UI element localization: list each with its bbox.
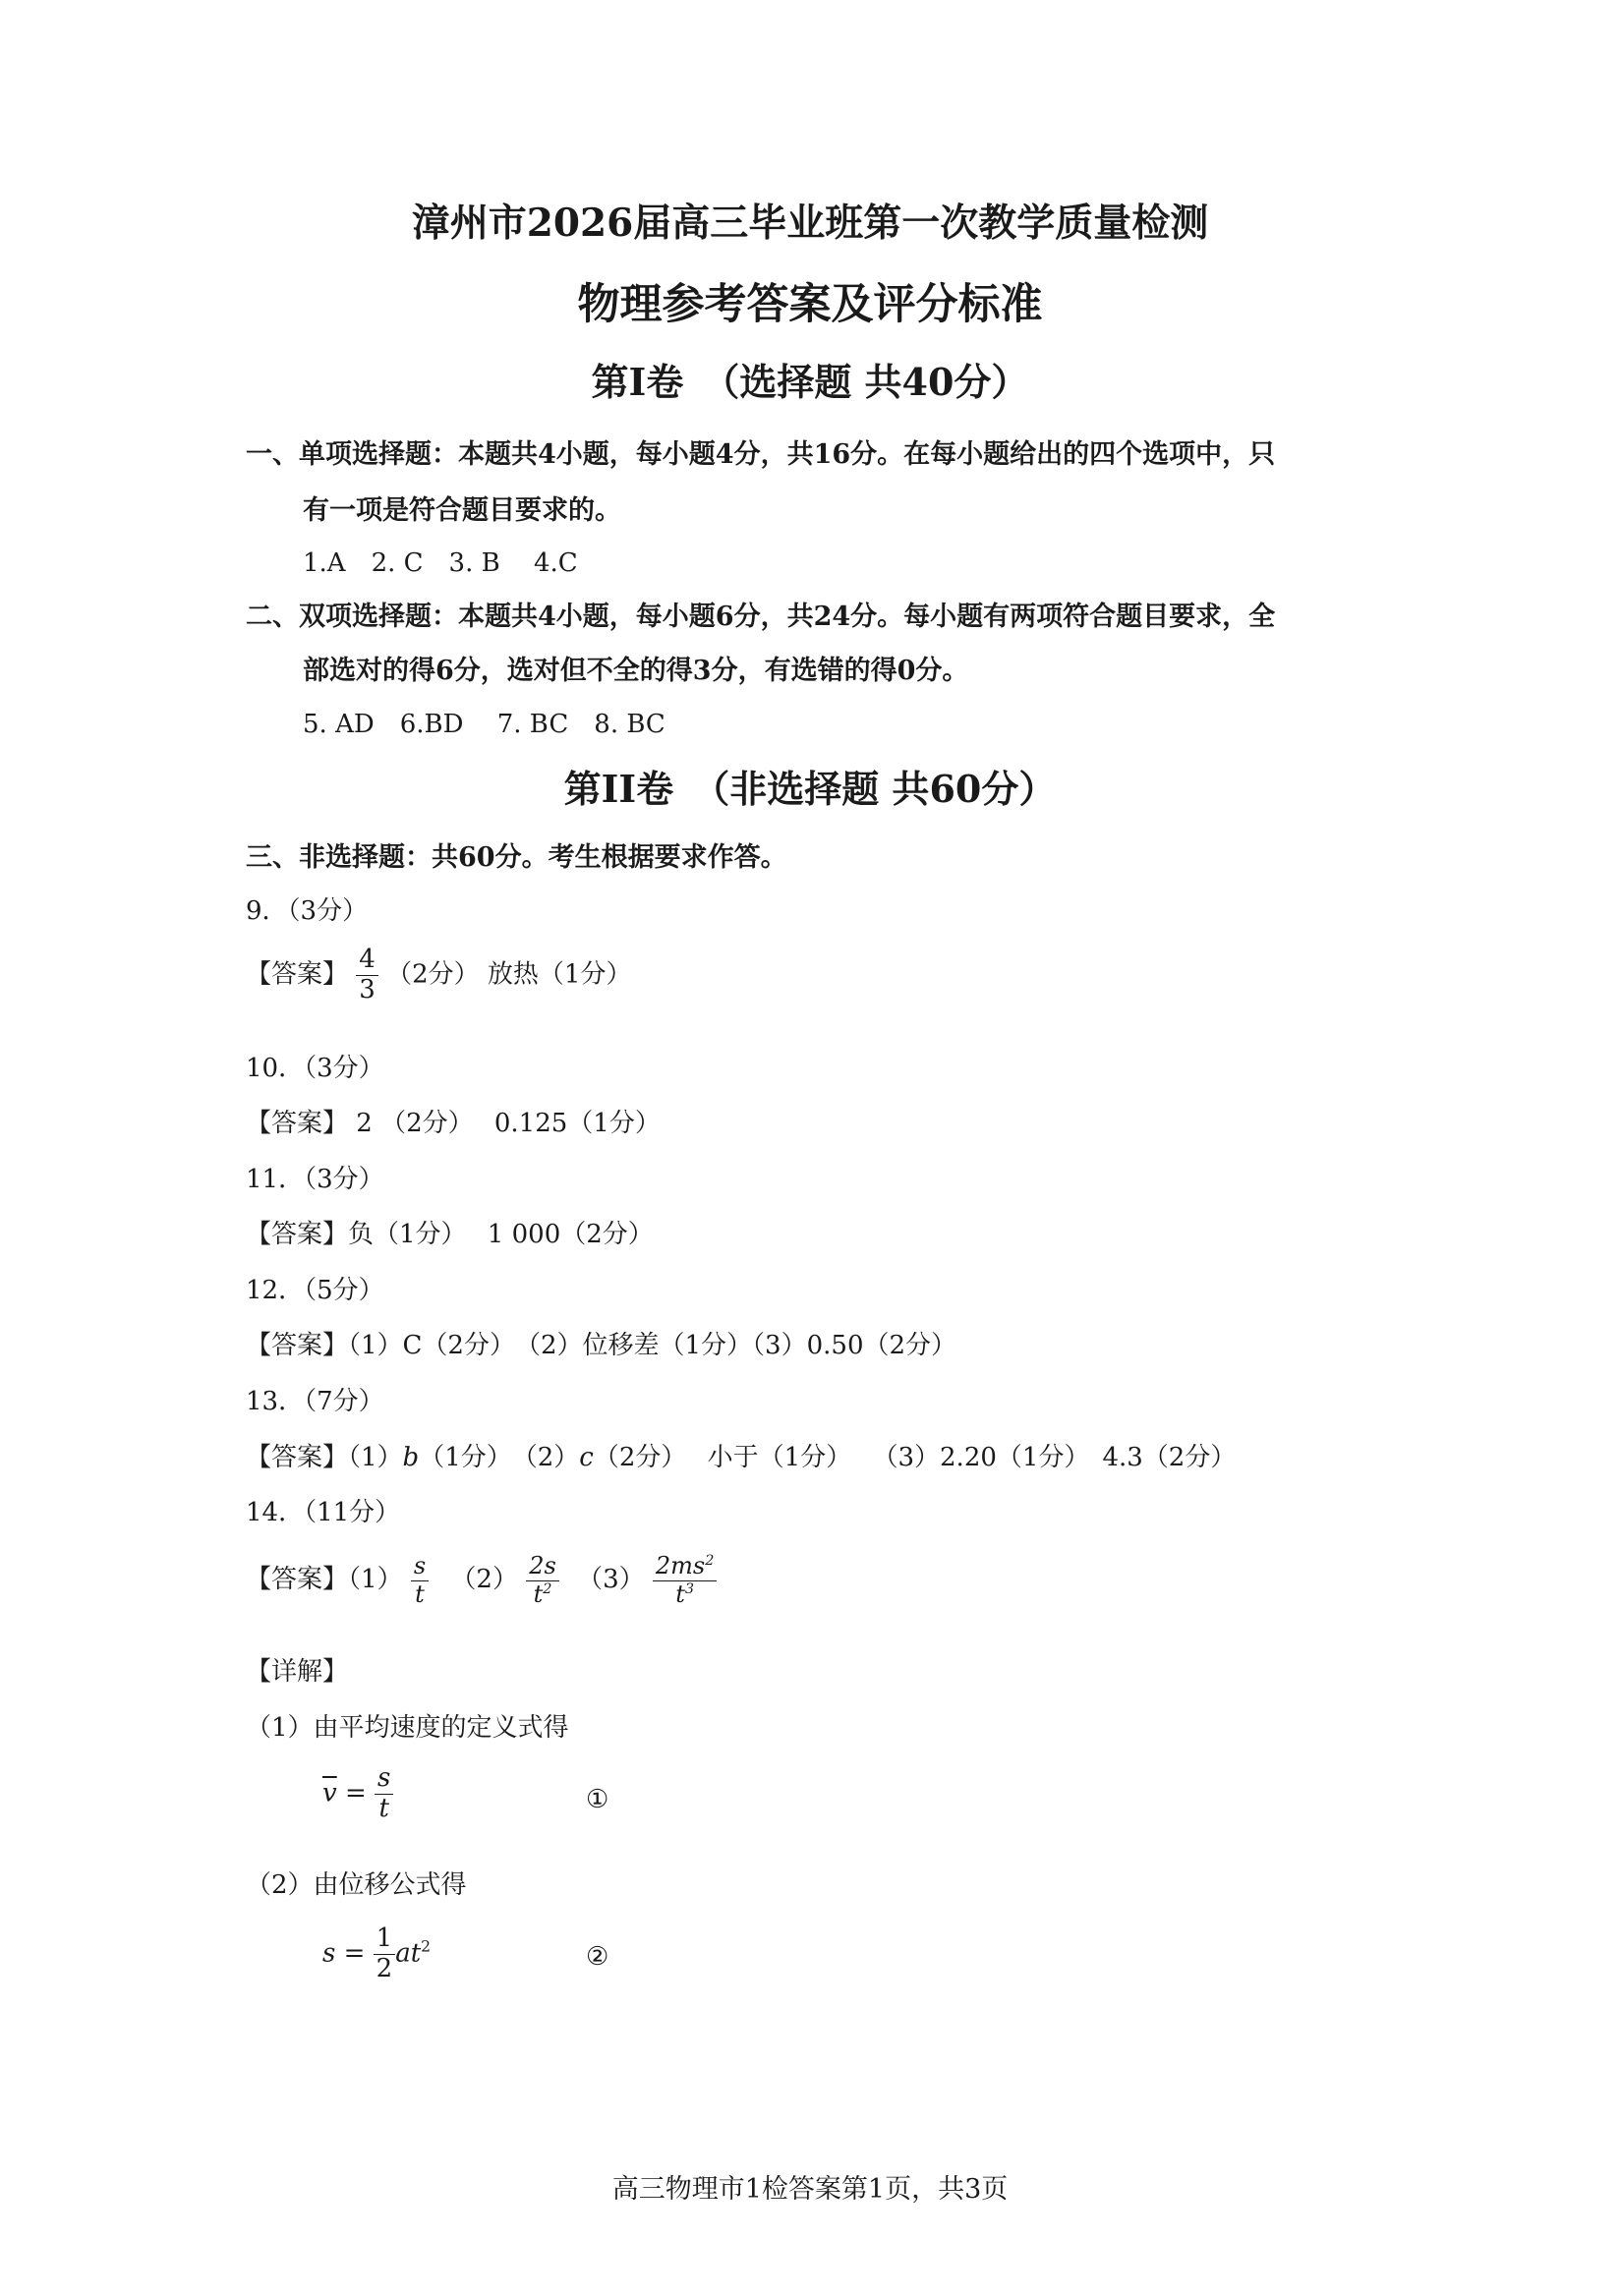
- q13-var-b: b: [402, 1443, 420, 1472]
- q14-a2-num: 2s: [529, 1552, 556, 1579]
- q13-label: 13．（7分）: [246, 1387, 384, 1416]
- q14-answer: [246, 1553, 717, 1608]
- q14-a3-num-exp: 2: [705, 1553, 715, 1569]
- section1-line1: 一、单项选择题：本题共4小题，每小题4分，共16分。在每小题给出的四个选项中，只: [246, 439, 1276, 470]
- eq1-den: t: [375, 1794, 393, 1824]
- q14-a2-den-exp: 2: [543, 1580, 552, 1597]
- document-title: 漳州市2026届高三毕业班第一次教学质量检测: [411, 201, 1209, 246]
- eq2-rhs: at: [395, 1938, 422, 1969]
- q11-answer: 【答案】负（1分） 1 000（2分）: [246, 1220, 654, 1249]
- eq1-marker: ①: [586, 1785, 609, 1814]
- q14-detail-heading: 【详解】: [246, 1657, 349, 1687]
- q9-frac-num: 4: [359, 945, 376, 974]
- part1-title: 第I卷 （选择题 共40分）: [591, 360, 1029, 404]
- q14-step2-text: （2）由位移公式得: [246, 1870, 467, 1900]
- section1-answers: 1.A 2. C 3. B 4.C: [303, 548, 578, 578]
- q14-a1-num: s: [413, 1552, 427, 1579]
- eq1-num: s: [377, 1763, 391, 1793]
- eq1-lhs: $\overline{v}$: [322, 1778, 337, 1808]
- part2-title: 第II卷 （非选择题 共60分）: [563, 767, 1057, 811]
- q14-answer-prefix: 【答案】（1）: [246, 1565, 403, 1595]
- q14-a1-den: t: [411, 1580, 429, 1609]
- q14-label: 14．（11分）: [246, 1498, 401, 1527]
- q14-a3-den: [653, 1580, 718, 1609]
- q14-a2-den: [526, 1580, 559, 1609]
- section2-answers: 5. AD 6.BD 7. BC 8. BC: [303, 710, 665, 739]
- section2-line1: 二、双项选择题：本题共4小题，每小题6分，共24分。每小题有两项符合题目要求，全: [246, 602, 1276, 632]
- q10-label: 10．（3分）: [246, 1054, 384, 1083]
- q9-frac-den: 3: [356, 975, 378, 1005]
- eq1-equals: =: [336, 1778, 376, 1808]
- eq1-fraction: [375, 1764, 393, 1824]
- q13-answer: [246, 1437, 1236, 1473]
- eq2-equals: =: [335, 1938, 374, 1969]
- q14-sep2: （2）: [450, 1565, 518, 1595]
- q14-answer1-fraction: [411, 1553, 429, 1608]
- q14-step1-text: （1）由平均速度的定义式得: [246, 1713, 569, 1743]
- q14-answer2-fraction: [526, 1553, 559, 1608]
- q9-answer: [246, 946, 631, 1005]
- q9-fraction: [356, 946, 378, 1005]
- q9-answer-rest: （2分） 放热（1分）: [386, 959, 632, 990]
- q13-answer-prefix: 【答案】（1）: [246, 1443, 403, 1472]
- q14-a3-den-base: t: [675, 1579, 685, 1608]
- q13-part1: （1分） （2）: [419, 1443, 580, 1472]
- equation-1: [322, 1764, 393, 1824]
- section2-line2: 部选对的得6分，选对但不全的得3分，有选错的得0分。: [303, 656, 969, 686]
- eq2-exp: 2: [421, 1937, 432, 1956]
- q9-label: 9．（3分）: [246, 896, 369, 926]
- section1-line2: 有一项是符合题目要求的。: [303, 495, 621, 526]
- equation-2: [322, 1924, 431, 1984]
- q13-var-c: c: [579, 1443, 594, 1472]
- eq2-marker: ②: [586, 1942, 609, 1972]
- q14-a3-den-exp: 3: [684, 1580, 695, 1597]
- q12-label: 12．（5分）: [246, 1276, 384, 1305]
- q10-answer: 【答案】 2 （2分） 0.125（1分）: [246, 1109, 661, 1138]
- eq2-fraction: [374, 1924, 396, 1984]
- q14-a2-den-base: t: [533, 1579, 544, 1608]
- eq2-den: 2: [374, 1954, 396, 1984]
- q14-a3-num: [653, 1553, 718, 1580]
- q12-answer: 【答案】（1）C（2分） （2）位移差（1分）（3）0.50（2分）: [246, 1331, 957, 1360]
- q14-sep3: （3）: [577, 1565, 645, 1595]
- q11-label: 11．（3分）: [246, 1165, 384, 1194]
- q14-a3-num-base: 2ms: [655, 1552, 706, 1579]
- q9-answer-prefix: 【答案】: [246, 959, 349, 990]
- document-subtitle: 物理参考答案及评分标准: [577, 280, 1043, 329]
- page-footer: 高三物理市1检答案第1页，共3页: [611, 2174, 1009, 2205]
- eq2-num: 1: [376, 1923, 393, 1953]
- section3-heading: 三、非选择题：共60分。考生根据要求作答。: [246, 842, 787, 873]
- q14-answer3-fraction: [653, 1553, 718, 1608]
- eq2-lhs: s: [322, 1938, 336, 1969]
- q13-part2: （2分） 小于（1分） （3）2.20（1分） 4.3（2分）: [593, 1443, 1237, 1472]
